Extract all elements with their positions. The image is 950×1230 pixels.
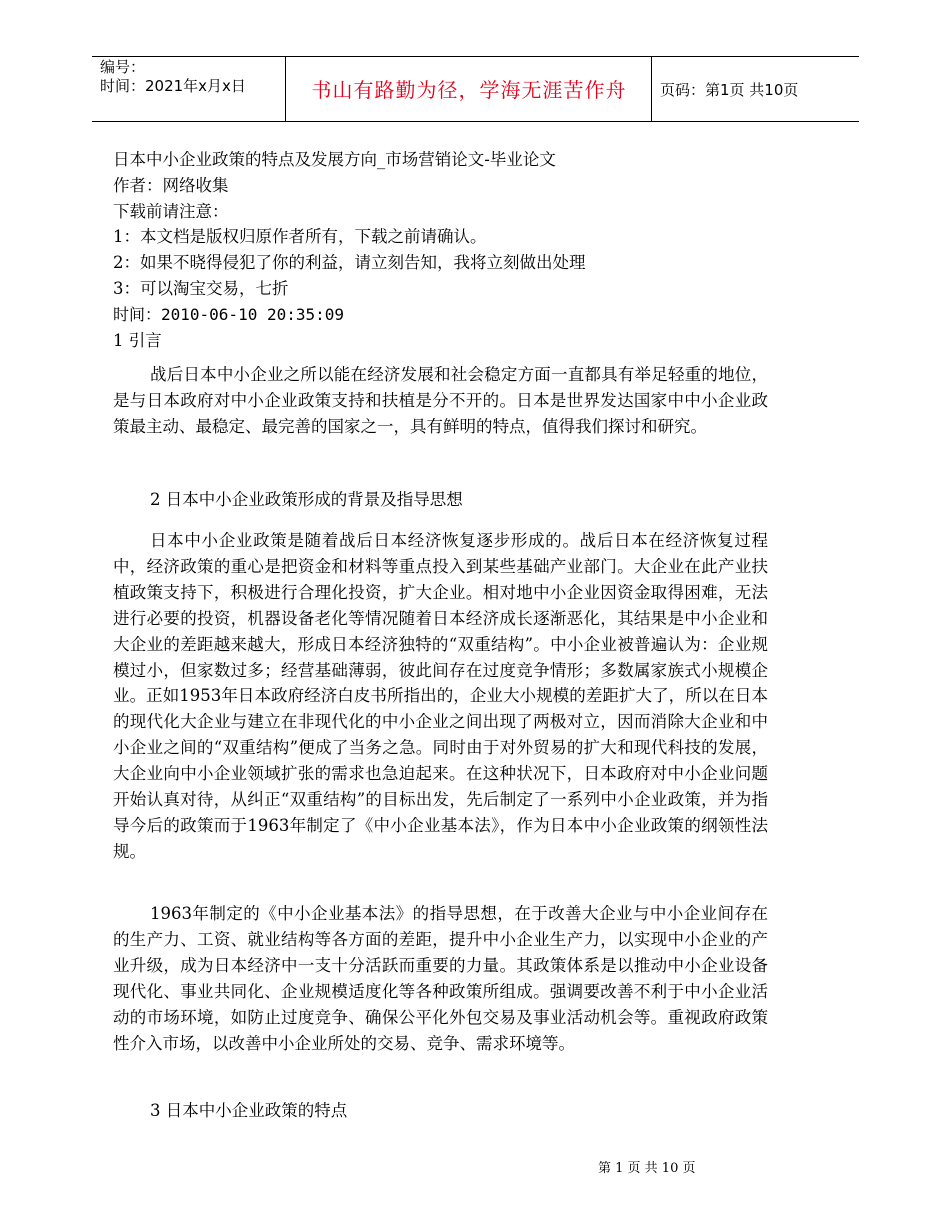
- document-meta: [113, 147, 586, 353]
- header-motto: 书山有路勤为径，学海无涯苦作舟: [311, 78, 627, 102]
- section-heading-2: 2 日本中小企业政策形成的背景及指导思想: [150, 490, 463, 509]
- header-divider-right: [651, 56, 652, 121]
- paragraph-1: 战后日本中小企业之所以能在经济发展和社会稳定方面一直都具有举足轻重的地位，是与日本政府对中小企业政策支持和扶植是分不开的。日本是世界发达国家中中小企业政策最主动、最稳定、最完善的国家之一，具有鲜明的特点，值得我们探讨和研究。: [113, 365, 768, 436]
- header-bottom-rule: [92, 121, 859, 122]
- header-info: [100, 58, 246, 96]
- footer-page-number: 第 1 页 共 10 页: [598, 1161, 696, 1176]
- header-page-number: 页码：第1页 共10页: [660, 81, 799, 99]
- header-divider-left: [285, 56, 286, 121]
- document-title: 日本中小企业政策的特点及发展方向_市场营销论文-毕业论文: [113, 150, 556, 169]
- section-heading-1: 1 引言: [113, 330, 162, 350]
- header-bianhao: 编号：: [100, 58, 146, 76]
- notice-item-2: 2：如果不晓得侵犯了你的利益，请立刻告知，我将立刻做出处理: [113, 253, 586, 273]
- paragraph-2-block: [113, 528, 768, 865]
- header-top-rule: [92, 56, 859, 57]
- document-time: 时间：2010-06-10 20:35:09: [113, 304, 345, 324]
- header-time: 时间：2021年x月x日: [100, 77, 246, 95]
- paragraph-3: 1963年制定的《中小企业基本法》的指导思想，在于改善大企业与中小企业间存在的生产力、工资、就业结构等各方面的差距，提升中小企业生产力，以实现中小企业的产业升级，成为日本经济中一支十分活跃而重要的力量。其政策体系是以推动中小企业设备现代化、事业共同化、企业规模适度化等各种政策所组成。强调要改善不利于中小企业活动的市场环境，如防止过度竞争、确保公平化外包交易及事业活动机会等。重视政府政策性介入市场，以改善中小企业所处的交易、竞争、需求环境等。: [113, 904, 768, 1053]
- paragraph-3-block: [113, 901, 768, 1056]
- section-heading-3: 3 日本中小企业政策的特点: [150, 1101, 348, 1120]
- notice-item-3: 3：可以淘宝交易，七折: [113, 278, 289, 298]
- notice-heading: 下载前请注意：: [113, 201, 229, 221]
- paragraph-2: 日本中小企业政策是随着战后日本经济恢复逐步形成的。战后日本在经济恢复过程中，经济政策的重心是把资金和材料等重点投入到某些基础产业部门。大企业在此产业扶植政策支持下，积极进行合理化投资，扩大企业。相对地中小企业因资金取得困难，无法进行必要的投资，机器设备老化等情况随着日本经济成长逐渐恶化，其结果是中小企业和大企业的差距越来越大，形成日本经济独特的“双重结构”。中小企业被普遍认为：企业规模过小，但家数过多；经营基础薄弱，彼此间存在过度竞争情形；多数属家族式小规模企业。正如1953年日本政府经济白皮书所指出的，企业大小规模的差距扩大了，所以在日本的现代化大企业与建立在非现代化的中小企业之间出现了两极对立，因而消除大企业和中小企业之间的“双重结构”便成了当务之急。同时由于对外贸易的扩大和现代科技的发展，大企业向中小企业领域扩张的需求也急迫起来。在这种状况下，日本政府对中小企业问题开始认真对待，从纠正“双重结构”的目标出发，先后制定了一系列中小企业政策，并为指导今后的政策而于1963年制定了《中小企业基本法》，作为日本中小企业政策的纲领性法规。: [113, 531, 768, 861]
- notice-item-1: 1：本文档是版权归原作者所有，下载之前请确认。: [113, 227, 487, 247]
- document-author: 作者：网络收集: [113, 175, 229, 195]
- paragraph-1-block: [113, 362, 768, 440]
